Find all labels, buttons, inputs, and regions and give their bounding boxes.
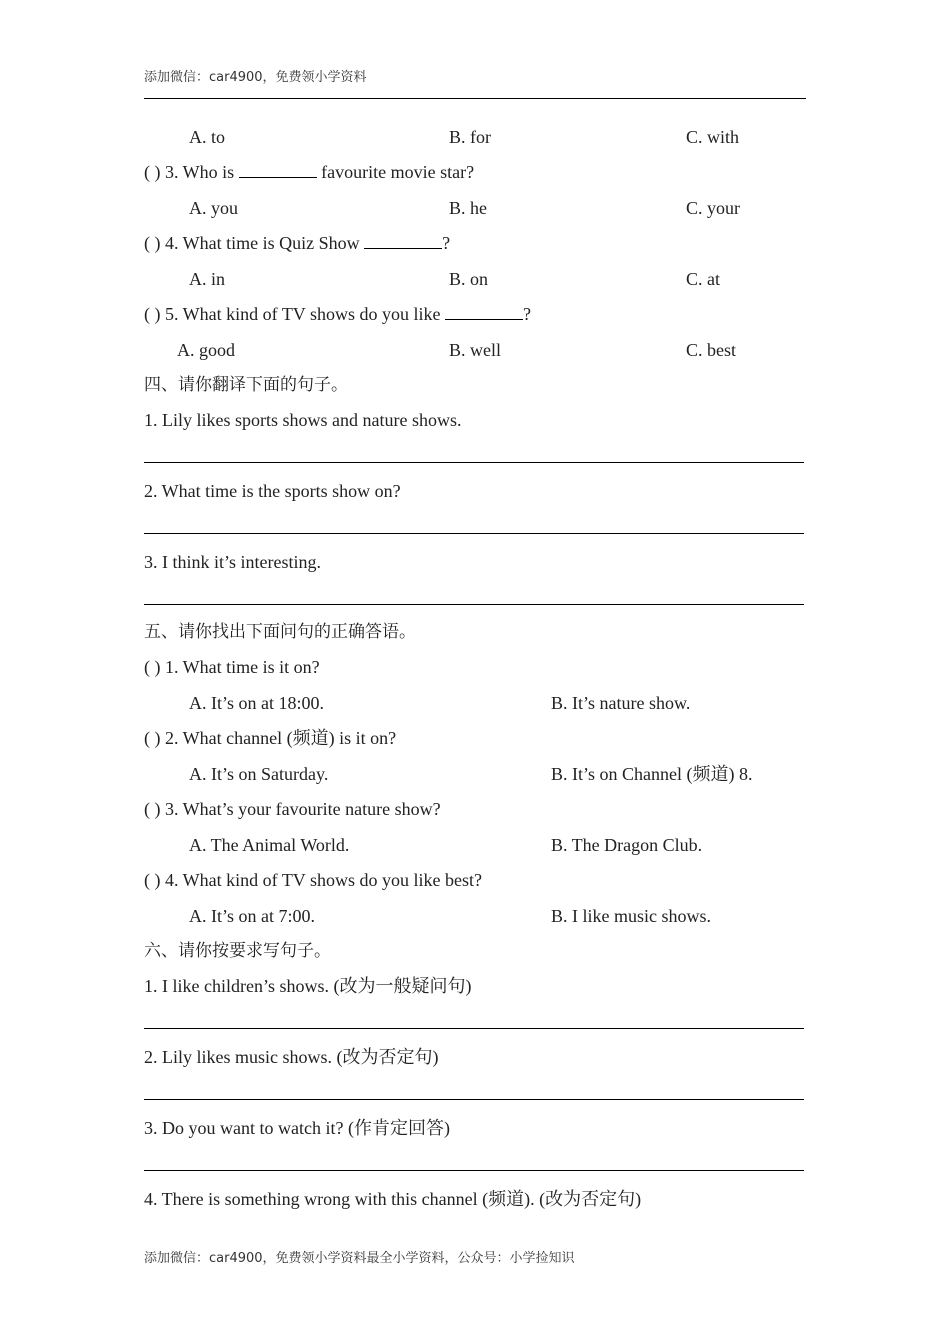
question-4-suffix: ? [442, 233, 451, 253]
section-4-title: 四、请你翻译下面的句子。 [144, 375, 348, 395]
answer-line[interactable] [144, 533, 804, 534]
rewrite-item-4: 4. There is something wrong with this channel (频道). (改为否定句) [144, 1189, 642, 1209]
footer-text: 添加微信：car4900，免费领小学资料最全小学资料，公众号：小学捡知识 [144, 1251, 575, 1266]
answer-blank[interactable] [239, 161, 317, 178]
answer-line[interactable] [144, 604, 804, 605]
translate-item-1: 1. Lily likes sports shows and nature shows. [144, 410, 462, 430]
question-5 [144, 303, 531, 325]
answer-blank[interactable] [445, 303, 523, 320]
header-text: 添加微信：car4900，免费领小学资料 [144, 70, 367, 85]
question-5-prefix: ( ) 5. What kind of TV shows do you like [144, 304, 445, 324]
q2-option-c: C. with [686, 127, 740, 147]
match-question-1: ( ) 1. What time is it on? [144, 657, 320, 677]
match-option-b: B. The Dragon Club. [551, 835, 703, 855]
q4-option-a: A. in [189, 269, 225, 289]
q3-option-a: A. you [189, 198, 238, 218]
q3-option-c: C. your [686, 198, 740, 218]
rewrite-item-2: 2. Lily likes music shows. (改为否定句) [144, 1047, 439, 1067]
q4-option-b: B. on [449, 269, 489, 289]
question-3-suffix: favourite movie star? [316, 162, 475, 182]
question-3-prefix: ( ) 3. Who is [144, 162, 239, 182]
header-rule [144, 98, 806, 99]
q5-option-b: B. well [449, 340, 501, 360]
section-5-title: 五、请你找出下面问句的正确答语。 [144, 622, 416, 642]
q2-option-b: B. for [449, 127, 491, 147]
match-option-b: B. It’s on Channel (频道) 8. [551, 764, 753, 784]
q4-option-c: C. at [686, 269, 720, 289]
rewrite-item-1: 1. I like children’s shows. (改为一般疑问句) [144, 976, 472, 996]
match-option-b: B. It’s nature show. [551, 693, 691, 713]
match-option-b: B. I like music shows. [551, 906, 711, 926]
match-question-2: ( ) 2. What channel (频道) is it on? [144, 728, 397, 748]
answer-line[interactable] [144, 1170, 804, 1171]
translate-item-2: 2. What time is the sports show on? [144, 481, 401, 501]
match-option-a: A. It’s on Saturday. [189, 764, 329, 784]
question-3 [144, 161, 474, 183]
q2-option-a: A. to [189, 127, 225, 147]
translate-item-3: 3. I think it’s interesting. [144, 552, 321, 572]
rewrite-item-3: 3. Do you want to watch it? (作肯定回答) [144, 1118, 450, 1138]
answer-line[interactable] [144, 1099, 804, 1100]
section-6-title: 六、请你按要求写句子。 [144, 941, 331, 961]
q3-option-b: B. he [449, 198, 487, 218]
q5-option-c: C. best [686, 340, 737, 360]
match-question-4: ( ) 4. What kind of TV shows do you like best? [144, 870, 482, 890]
match-option-a: A. It’s on at 7:00. [189, 906, 315, 926]
answer-blank[interactable] [364, 232, 442, 249]
answer-line[interactable] [144, 1028, 804, 1029]
question-4-prefix: ( ) 4. What time is Quiz Show [144, 233, 365, 253]
answer-line[interactable] [144, 462, 804, 463]
match-question-3: ( ) 3. What’s your favourite nature show? [144, 799, 441, 819]
q5-option-a: A. good [177, 340, 235, 360]
match-option-a: A. The Animal World. [189, 835, 350, 855]
question-4 [144, 232, 450, 254]
question-5-suffix: ? [522, 304, 531, 324]
match-option-a: A. It’s on at 18:00. [189, 693, 324, 713]
